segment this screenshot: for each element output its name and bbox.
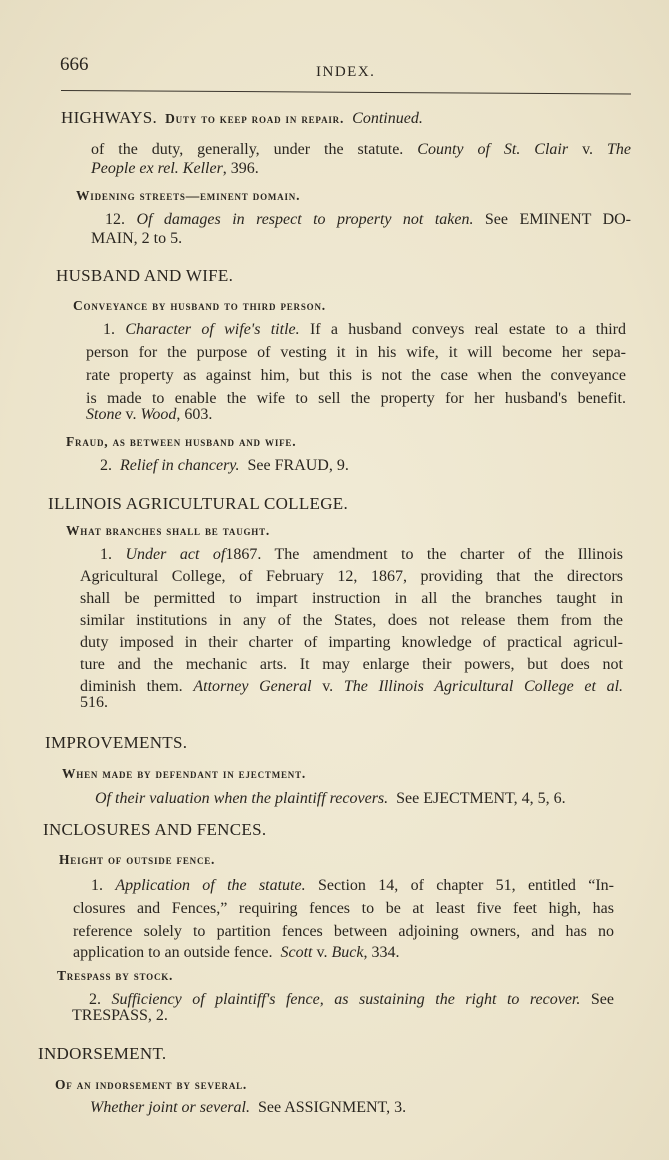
cross-reference: See [590,991,615,1008]
paragraph-number: 2. [100,457,112,474]
subheading: Duty to keep road in repair. [165,111,345,126]
subheading-line [66,521,270,541]
text-line [80,677,623,697]
page-ref: , 603. [176,406,213,423]
subheading: Conveyance by husband to third person. [73,298,326,313]
paragraph-title: Of damages in respect to property not taken. [136,211,474,228]
subheading: Fraud, as between husband and wife. [66,434,297,449]
text-line [91,210,631,230]
page-ref: , 334. [363,944,400,961]
text-line: person for the purpose of vesting it in his wife, it will become her sepa- [86,344,626,361]
entry-heading: ILLINOIS AGRICULTURAL COLLEGE. [48,494,349,513]
text-line: shall be permitted to impart instruction in all the branches taught in [80,590,623,607]
versus: v. [582,141,594,158]
page-number: 666 [60,54,89,75]
entry-highways-heading-line [61,108,423,129]
cross-reference: See EMINENT DO- [484,211,632,228]
text-line [91,229,182,249]
cross-reference: TRESPASS, 2. [72,1007,168,1024]
text-line [91,159,259,179]
cross-reference: See ASSIGNMENT, 3. [257,1099,407,1116]
text-line [73,876,614,896]
subheading: Widening streets—eminent domain. [76,188,301,203]
header-rule [61,90,631,94]
paragraph-title: Sufficiency of plaintiff's fence, as sustaining the right to recover. [111,991,581,1008]
case-party: Scott [280,944,313,961]
text-line: Agricultural College, of February 12, 1867, providing that the directors [80,568,623,585]
subheading: When made by defendant in ejectment. [62,766,307,781]
text-line: reference solely to partition fences between adjoining owners, and has no [73,923,614,940]
versus: v. [125,406,137,423]
paragraph-number: 1. [103,321,115,338]
text: diminish them. [80,678,183,695]
paragraph-title: Of their valuation when the plaintiff recovers. [95,790,389,807]
case-party: Buck [331,944,364,961]
continued-label: Continued. [352,110,423,127]
subheading-line [66,432,296,452]
cross-reference: See FRAUD, 9. [247,457,349,474]
text: If a husband conveys real estate to a third [309,321,627,338]
page-ref: , 396. [222,160,259,177]
case-party: County of St. Clair [417,141,569,158]
cross-reference: See EJECTMENT, 4, 5, 6. [396,790,566,807]
text-line [73,943,399,963]
text: Section 14, of chapter 51, entitled “In- [317,877,615,894]
paragraph-number: 1. [100,546,112,563]
entry-heading: INDORSEMENT. [38,1044,167,1063]
entry-heading: IMPROVEMENTS. [45,733,188,752]
text-line [90,1098,406,1118]
text-line: duty imposed in their charter of imparting knowledge of practical agricul- [80,634,623,651]
text-line [95,789,566,809]
entry-heading: INCLOSURES AND FENCES. [43,820,267,839]
subheading: Trespass by stock. [57,968,174,983]
text-line: is made to enable the wife to sell the property for her husband's benefit. [86,390,626,407]
page-ref: 516. [80,694,108,711]
text-line: similar institutions in any of the States, does not release them from the [80,612,623,629]
text-line [91,140,631,160]
subheading: What branches shall be taught. [66,523,271,538]
entry-heading: HUSBAND AND WIFE. [56,266,234,285]
case-party: Stone [86,406,122,423]
text-line [80,545,623,565]
entry-heading: HIGHWAYS. [61,108,158,127]
versus: v. [316,944,328,961]
citation-line [86,405,212,425]
subheading-line [59,850,215,870]
paragraph-title: Relief in chancery. [120,457,240,474]
subheading: Height of outside fence. [59,852,216,867]
text: The amendment to the charter of the Illinois [274,546,624,563]
text-line [86,320,626,340]
paragraph-title: Under act of [125,546,226,563]
subheading-line [62,764,306,784]
versus: v. [322,678,334,695]
paragraph-number: 2. [89,991,101,1008]
text-line: ture and the mechanic arts. It may enlarge their powers, but does not [80,656,623,673]
text: of the duty, generally, under the statute. [91,141,404,158]
subheading: Of an indorsement by several. [55,1077,248,1092]
cross-reference: MAIN, 2 to 5. [91,230,183,247]
text-line: closures and Fences,” requiring fences to be at least five feet high, has [73,900,614,917]
subheading-line [73,296,326,316]
paragraph-number: 12. [105,211,125,228]
paragraph-title: Character of wife's title. [125,321,300,338]
case-party: Attorney General [193,678,312,695]
case-party: The [607,141,631,158]
subheading-line [55,1075,247,1095]
case-party: People ex rel. Keller [91,160,223,177]
text-line: rate property as against him, but this is not the case when the conveyance [86,367,626,384]
paragraph-title-year: 1867. [225,546,262,563]
running-head: INDEX. [316,64,376,80]
text-line [100,456,349,476]
paragraph-number: 1. [91,877,103,894]
subheading-line [57,966,173,986]
paragraph-title: Application of the statute. [115,877,306,894]
case-party: The Illinois Agricultural College et al. [343,678,624,695]
paragraph-title: Whether joint or several. [90,1099,250,1116]
text: application to an outside fence. [73,944,273,961]
subheading-line [76,186,300,206]
case-party: Wood [140,406,177,423]
